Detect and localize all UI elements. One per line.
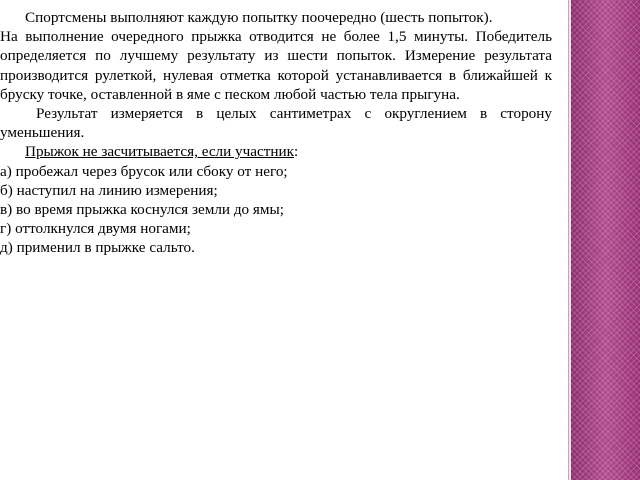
condition-item-d: г) оттолкнулся двумя ногами; xyxy=(0,220,191,238)
no-count-heading: Прыжок не засчитывается, если участник xyxy=(25,143,295,161)
paragraph-attempts: Спортсмены выполняют каждую попытку поочередно (шесть попыток). xyxy=(25,9,493,26)
paragraph-measurement: Результат измеряется в целых сантиметрах с округлением в сторону уменьшения. xyxy=(0,105,552,142)
paragraph-rules: На выполнение очередного прыжка отводится не более 1,5 минуты. Победитель определяется по лучшему результату из шести попыток. Измерение результата производится рулеткой, нулевая отметка которой устанавливается в ближайшей к бруску точке, оставленной в яме с песком любой частью тела прыгуна. xyxy=(0,28,552,103)
condition-item-c: в) во время прыжка коснулся земли до ямы; xyxy=(0,201,284,219)
slide-text-body xyxy=(0,8,552,258)
condition-item-b: б) наступил на линию измерения; xyxy=(0,181,218,199)
condition-item-e: д) применил в прыжке сальто. xyxy=(0,239,195,257)
decorative-side-border xyxy=(571,0,640,480)
condition-item-a: а) пробежал через брусок или сбоку от него; xyxy=(0,162,288,180)
no-count-colon: : xyxy=(294,143,299,161)
no-count-heading-line xyxy=(0,142,552,161)
